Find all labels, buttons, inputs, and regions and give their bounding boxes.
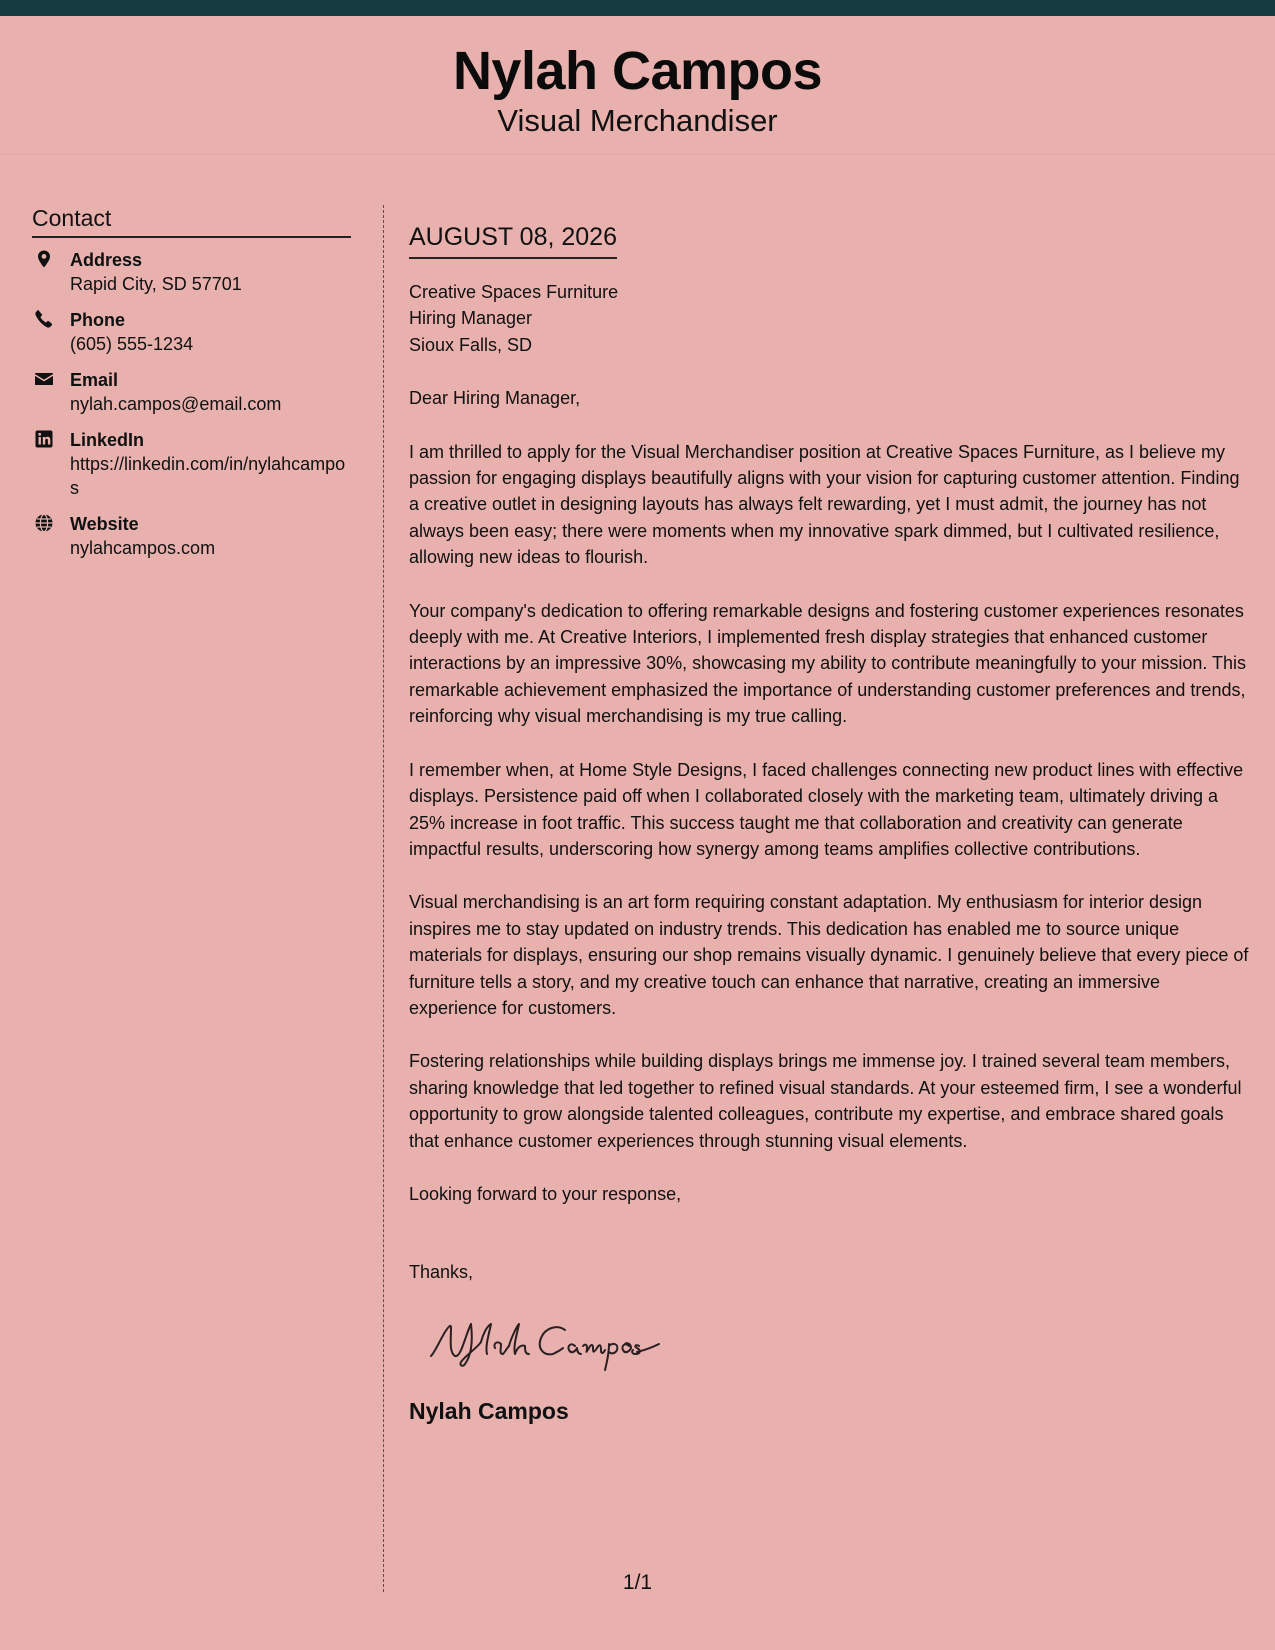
contact-label: Phone <box>70 309 126 330</box>
contact-item-address <box>32 248 351 296</box>
recipient-block <box>409 279 1253 358</box>
body-paragraph: I remember when, at Home Style Designs, I faced challenges connecting new product lines with effective displays. Persistence paid off when I collaborated closely with the marketing team, ultimately driving a 25% increase in foot traffic. This success taught me that collaboration and creativity can generate impactful results, underscoring how synergy among teams amplifies collective contributions. <box>409 759 1244 859</box>
recipient-title: Hiring Manager <box>409 308 533 329</box>
letter-body <box>409 222 1253 1425</box>
page-number: 1/1 <box>622 1571 653 1594</box>
sender-name: Nylah Campos <box>409 1397 569 1424</box>
contact-value: nylah.campos@email.com <box>70 393 282 414</box>
phone-icon <box>34 309 54 329</box>
handwritten-signature <box>425 1312 1253 1376</box>
envelope-icon <box>34 369 54 389</box>
contact-heading: Contact <box>32 205 351 238</box>
letter-date: AUGUST 08, 2026 <box>409 222 617 259</box>
map-pin-icon <box>34 249 54 269</box>
body-paragraph: Visual merchandising is an art form requiring constant adaptation. My enthusiasm for interior design inspires me to stay updated on industry trends. This dedication has enabled me to source unique materials for displays, ensuring our shop remains visually dynamic. I genuinely believe that every piece of furniture tells a story, and my creative touch can enhance that narrative, creating an immersive experience for customers. <box>409 892 1249 1018</box>
contact-label: Email <box>70 369 119 390</box>
contact-item-linkedin <box>32 428 351 500</box>
closing-line: Looking forward to your response, <box>409 1183 682 1204</box>
contact-item-website <box>32 512 351 560</box>
contact-label: Address <box>70 249 143 270</box>
job-title: Visual Merchandiser <box>497 103 778 138</box>
linkedin-icon <box>34 429 54 449</box>
contact-label: Website <box>70 513 139 534</box>
contact-list <box>32 248 351 560</box>
contact-item-email <box>32 368 351 416</box>
contact-value: https://linkedin.com/in/nylahcampos <box>70 453 346 498</box>
recipient-company: Creative Spaces Furniture <box>409 282 619 302</box>
body-paragraph: I am thrilled to apply for the Visual Merchandiser position at Creative Spaces Furniture, as I believe my passion for engaging displays beautifully aligns with your vision for capturing customer attention. Finding a creative outlet in designing layouts has always felt rewarding, yet I must admit, the journey has not always been easy; there were moments when my innovative spark dimmed, but I cultivated resilience, allowing new ideas to flourish. <box>409 441 1240 568</box>
contact-item-phone <box>32 308 351 356</box>
contact-label: LinkedIn <box>70 429 145 450</box>
body-paragraph: Fostering relationships while building displays brings me immense joy. I trained several team members, sharing knowledge that led together to refined visual standards. At your esteemed firm, I see a wonderful opportunity to grow alongside talented colleagues, contribute my expertise, and embrace shared goals that enhance customer experiences through stunning visual elements. <box>409 1051 1242 1151</box>
globe-icon <box>34 513 54 533</box>
contact-value: nylahcampos.com <box>70 537 216 558</box>
top-accent-bar <box>0 0 1275 16</box>
contact-sidebar <box>32 205 351 572</box>
salutation: Dear Hiring Manager, <box>409 388 581 409</box>
column-divider <box>383 205 384 1592</box>
contact-value: Rapid City, SD 57701 <box>70 273 242 294</box>
sign-off: Thanks, <box>409 1262 474 1283</box>
body-paragraph: Your company's dedication to offering remarkable designs and fostering customer experiences resonates deeply with me. At Creative Interiors, I implemented fresh display strategies that enhanced customer interactions by an impressive 30%, showcasing my ability to contribute meaningfully to your mission. This remarkable achievement emphasized the importance of understanding customer preferences and trends, reinforcing why visual merchandising is my true calling. <box>409 600 1247 727</box>
recipient-location: Sioux Falls, SD <box>409 334 533 355</box>
header <box>0 16 1275 155</box>
applicant-name: Nylah Campos <box>452 41 823 101</box>
contact-value: (605) 555-1234 <box>70 333 194 354</box>
